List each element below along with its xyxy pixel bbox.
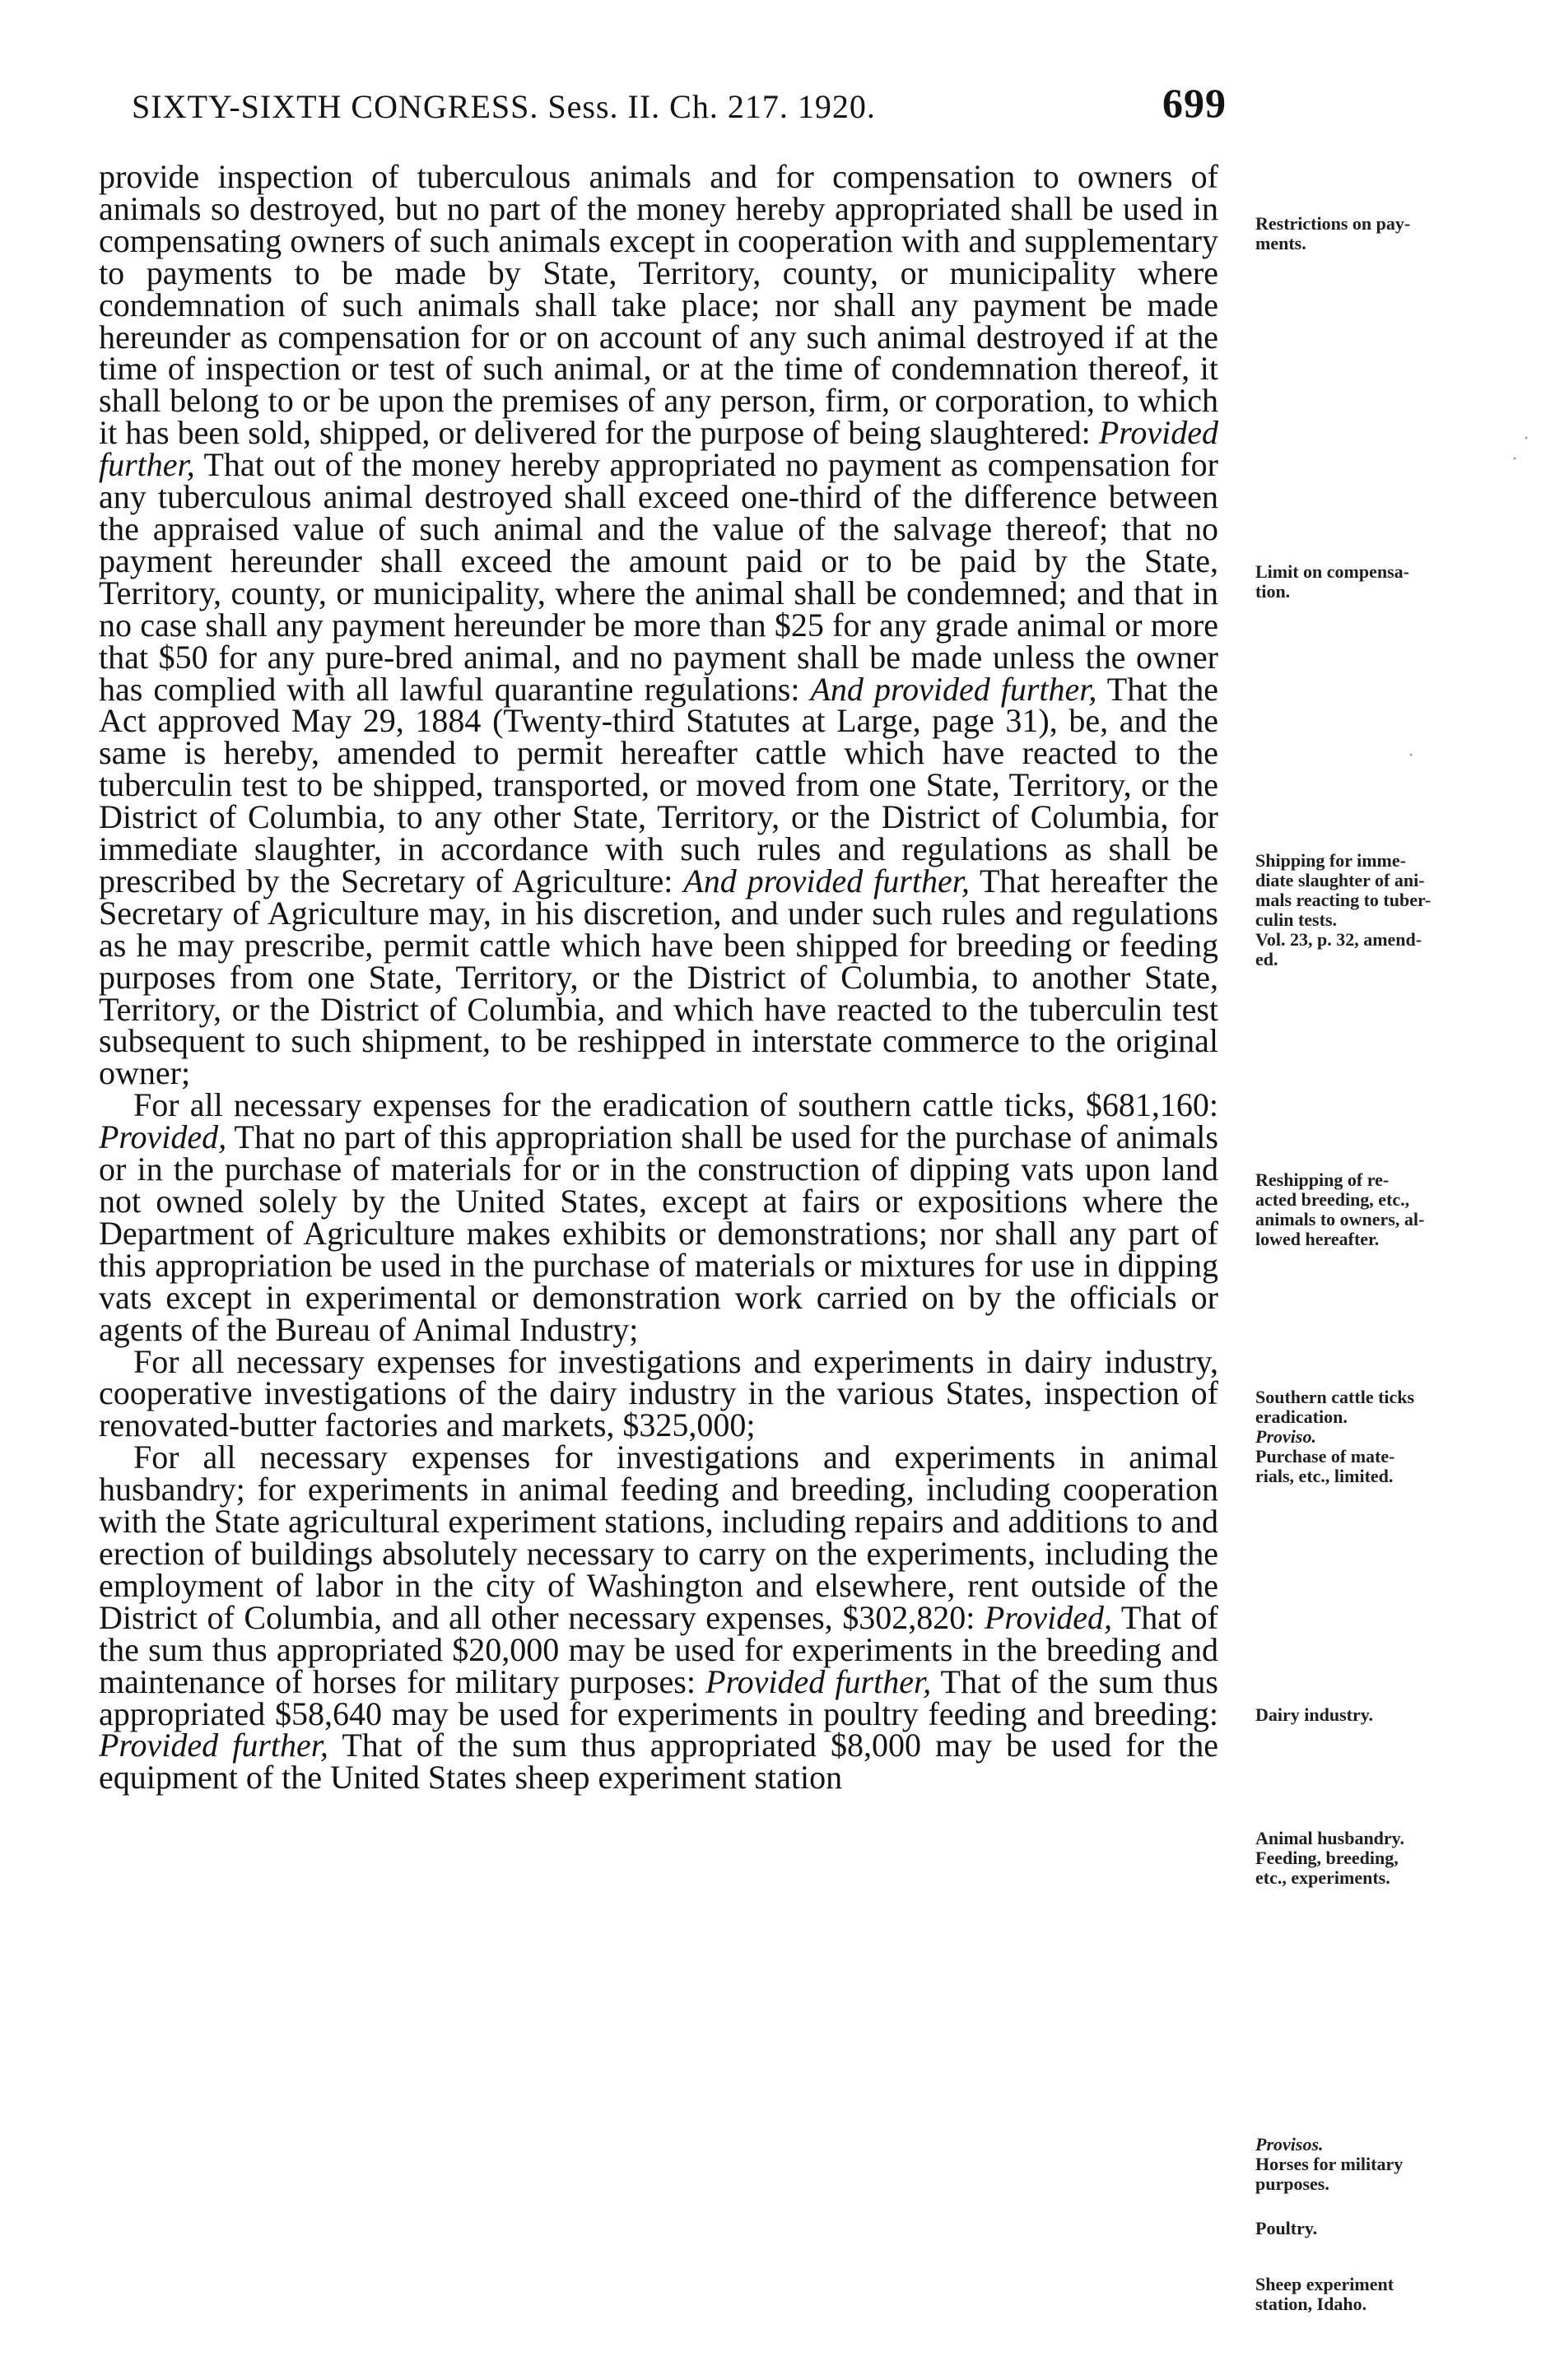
margin-speck: · (1511, 449, 1518, 470)
paragraph-animal-husbandry: For all necessary expenses for investigations and experiments in animal husbandry; for experiments in animal feeding and breeding, including cooperation with the State agricultural experiment stations, including repairs and additions to and erection of buildings absolutely necessary to carry on the experiments, including the employment of labor in the city of Washington and elsewhere, rent outside of the District of Columbia, and all other necessary expenses, $302,820: Provided, That of the sum thus appropriated $20,000 may be used for experiments in the breeding and maintenance of horses for military purposes: Provided further, That of the sum thus appropriated $58,640 may be used for experiments in poultry feeding and breeding: Provided further, That of the sum thus appropriated $8,000 may be used for the equipment of the United States sheep experiment station (99, 1439, 1218, 1797)
paragraph-cattle-ticks: For all necessary expenses for the eradication of southern cattle ticks, $681,160: Provided, That no part of this appropriation shall be used for the purchase of animals or in the purchase of materials for or in the construction of dipping vats upon land not owned solely by the United States, except at fairs or expositions where the Department of Agriculture makes exhibits or demonstrations; nor shall any part of this appropriation be used in the purchase of materials or mixtures for use in dipping vats except in experimental or demonstration work carried on by the officials or agents of the Bureau of Animal Industry; (99, 1086, 1218, 1348)
margin-note-husbandry: Animal husbandry. Feeding, breeding, etc., experiments. (1255, 1828, 1404, 1888)
proviso-keyword: And provided further, (683, 862, 970, 899)
margin-note-cattle-ticks: Southern cattle ticks eradication. Proviso. Purchase of mate- rials, etc., limited. (1255, 1387, 1415, 1486)
paragraph-tuberculous-animals: provide inspection of tuberculous animals and for compensation to owners of animals so destroyed, but no part of the money hereby appropriated shall be used in compensating owners of such animals except in cooperation with and supplementary to payments to be made by State, Territory, county, or municipality where condemnation of such animals shall take place; nor shall any payment be made hereunder as compensation for or on account of any such animal destroyed if at the time of inspection or test of such animal, or at the time of condemnation thereof, it shall belong to or be upon the premises of any person, firm, or corporation, to which it has been sold, shipped, or delivered for the purpose of being slaughtered: Provided further, That out of the money hereby appropriated no payment as compensation for any tuberculous animal destroyed shall exceed one-third of the difference between the appraised value of such animal and the value of the salvage thereof; that no payment hereunder shall exceed the amount paid or to be paid by the State, Territory, county, or municipality, where the animal shall be condemned; and that in no case shall any payment hereunder be more than $25 for any grade animal or more that $50 for any pure-bred animal, and no payment shall be made unless the owner has complied with all lawful quarantine regulations: And provided further, That the Act approved May 29, 1884 (Twenty-third Statutes at Large, page 31), be, and the same is hereby, amended to permit hereafter cattle which have reacted to the tuberculin test to be shipped, transported, or moved from one State, Territory, or the District of Columbia, to any other State, Territory, or the District of Columbia, for immediate slaughter, in accordance with such rules and regulations as shall be prescribed by the Secretary of Agriculture: And provided further, That hereafter the Secretary of Agriculture may, in his discretion, and under such rules and regulations as he may prescribe, permit cattle which have been shipped for breeding or feeding purposes from one State, Territory, or the District of Columbia, to another State, Territory, or the District of Columbia, and which have reacted to the tuberculin test subsequent to such shipment, to be reshipped in interstate commerce to the original owner; (99, 158, 1218, 1092)
proviso-keyword: Provided, (99, 1118, 227, 1156)
running-header (132, 79, 1227, 137)
page-number: 699 (1162, 80, 1227, 126)
proviso-keyword: Provided further, (99, 414, 1218, 484)
margin-note-poultry: Poultry. (1255, 2218, 1318, 2238)
proviso-keyword: And provided further, (810, 670, 1097, 708)
margin-note-reshipping: Reshipping of re- acted breeding, etc., animals to owners, al- lowed hereafter. (1255, 1169, 1425, 1249)
margin-note-horses: Provisos. Horses for military purposes. (1255, 2134, 1404, 2194)
proviso-keyword: Provided further, (99, 1727, 328, 1764)
main-text-column (99, 158, 1218, 1797)
running-head-title: SIXTY-SIXTH CONGRESS. Sess. II. Ch. 217. 1920. (132, 88, 876, 125)
margin-note-sheep: Sheep experiment station, Idaho. (1255, 2274, 1394, 2314)
margin-note-dairy: Dairy industry. (1255, 1704, 1374, 1725)
proviso-keyword: Provided, (984, 1598, 1112, 1636)
margin-note-shipping: Shipping for imme- diate slaughter of ani- mals reacting to tuber- culin tests. Vol. 23, p. 32, amend- ed. (1255, 850, 1432, 969)
paragraph-dairy-industry: For all necessary expenses for investigations and experiments in dairy industry, cooperative investigations of the dairy industry in the various States, inspection of renovated-butter factories and markets, $325,000; (99, 1342, 1218, 1444)
proviso-keyword: Provided further, (705, 1662, 932, 1700)
margin-note-restrictions: Restrictions on pay- ments. (1255, 213, 1411, 253)
margin-speck: · (1523, 428, 1529, 449)
margin-speck: · (1408, 745, 1414, 766)
margin-note-limit: Limit on compensa- tion. (1255, 561, 1409, 602)
